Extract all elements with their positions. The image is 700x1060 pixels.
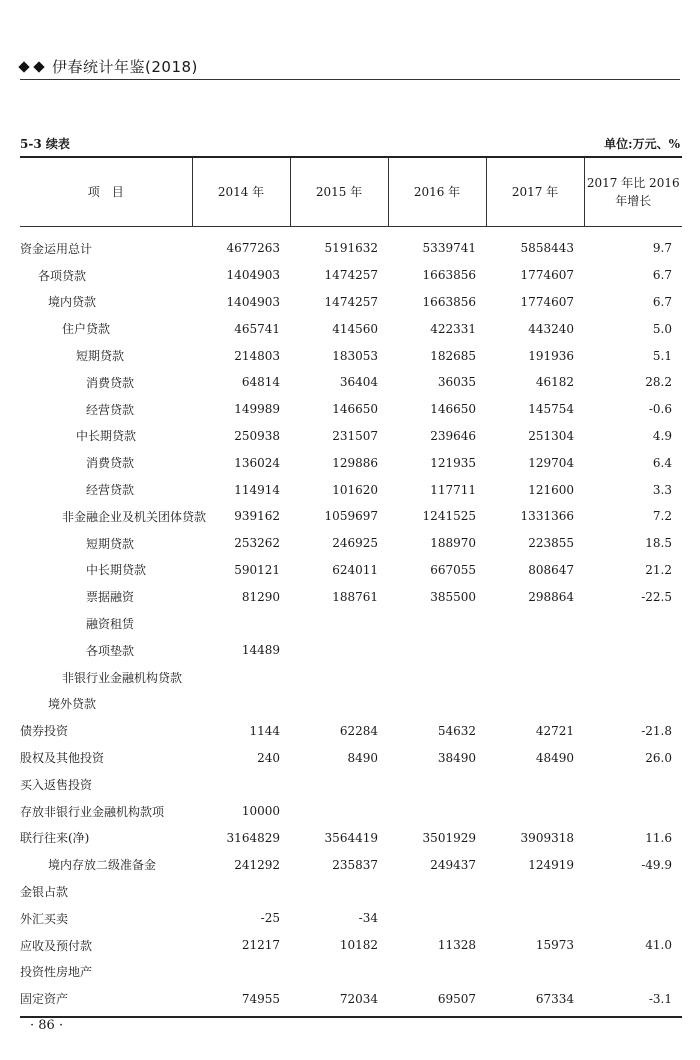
cell-growth: 11.6 (645, 830, 672, 845)
table-row (20, 717, 682, 744)
cell-y2016 (388, 771, 486, 798)
cell-growth (584, 664, 682, 691)
cell-y2017 (486, 959, 584, 986)
cell-y2017: 1331366 (520, 509, 574, 524)
col-header-growth-line1: 2017 年比 2016 (586, 176, 680, 190)
row-item-label: 境内贷款 (48, 295, 97, 310)
table-row (20, 315, 682, 342)
col-header-2017: 2017 年 (486, 157, 584, 227)
row-item-label: 联行往来(净) (20, 831, 90, 846)
table-header-row (20, 157, 682, 227)
cell-y2016: 188970 (430, 536, 476, 551)
table-row (20, 825, 682, 852)
row-item-label: 经营贷款 (86, 483, 135, 498)
table-label: 5-3 续表 (20, 137, 70, 151)
cell-growth: -3.1 (648, 991, 672, 1006)
cell-y2017: 124919 (528, 857, 574, 872)
cell-y2017: 5858443 (520, 241, 574, 256)
row-item-label: 中长期贷款 (86, 563, 147, 578)
cell-y2015: 101620 (332, 482, 378, 497)
cell-y2016: 182685 (430, 348, 476, 363)
cell-y2016 (388, 905, 486, 932)
cell-y2014: 590121 (234, 562, 280, 577)
cell-y2017: 67334 (535, 991, 574, 1006)
col-header-growth (584, 157, 682, 227)
book-title: 伊春统计年鉴(2018) (52, 58, 198, 76)
cell-y2015 (290, 798, 388, 825)
cell-y2015: 129886 (332, 455, 378, 470)
cell-y2014: 10000 (241, 804, 280, 819)
cell-growth: 5.0 (652, 321, 672, 336)
cell-y2014: 253262 (234, 536, 280, 551)
cell-y2016: 422331 (430, 321, 476, 336)
cell-y2015 (290, 691, 388, 718)
statistics-table (20, 156, 682, 1018)
cell-y2015: 231507 (332, 428, 378, 443)
cell-y2015: -34 (358, 911, 378, 926)
cell-y2017: 808647 (528, 562, 574, 577)
page-number: · 86 · (30, 1018, 64, 1033)
row-item-label: 境内存放二级准备金 (48, 858, 157, 873)
cell-y2015: 3564419 (324, 830, 378, 845)
cell-y2014 (192, 691, 290, 718)
table-row (20, 476, 682, 503)
table-row (20, 369, 682, 396)
cell-y2016: 1663856 (422, 268, 476, 283)
cell-y2017 (486, 610, 584, 637)
row-item-label: 金银占款 (20, 885, 69, 900)
row-item-label: 住户贷款 (62, 322, 111, 337)
cell-growth: -49.9 (641, 857, 672, 872)
row-item-label: 短期贷款 (76, 349, 125, 364)
cell-y2014: 250938 (234, 428, 280, 443)
table-row (20, 744, 682, 771)
cell-y2016: 667055 (430, 562, 476, 577)
cell-y2015: 624011 (332, 562, 378, 577)
cell-y2017: 1774607 (520, 268, 574, 283)
cell-y2014: 1404903 (226, 268, 280, 283)
col-header-2015: 2015 年 (290, 157, 388, 227)
cell-growth: 6.7 (652, 268, 672, 283)
unit-label: 单位:万元、% (604, 137, 680, 151)
cell-y2014 (192, 610, 290, 637)
cell-y2016 (388, 664, 486, 691)
table-row (20, 691, 682, 718)
cell-y2015 (290, 610, 388, 637)
table-row (20, 423, 682, 450)
table-row (20, 959, 682, 986)
cell-y2015: 5191632 (324, 241, 378, 256)
cell-y2014: 81290 (241, 589, 280, 604)
cell-growth: 21.2 (645, 562, 672, 577)
cell-y2017: 48490 (535, 750, 574, 765)
cell-y2017: 251304 (528, 428, 574, 443)
cell-y2015: 188761 (332, 589, 378, 604)
table-row (20, 449, 682, 476)
table-row (20, 583, 682, 610)
cell-growth: 5.1 (652, 348, 672, 363)
cell-y2015 (290, 637, 388, 664)
cell-growth (584, 610, 682, 637)
cell-y2014: 939162 (234, 509, 280, 524)
cell-y2015: 8490 (347, 750, 378, 765)
table-body (20, 227, 682, 1013)
cell-y2014: 114914 (234, 482, 280, 497)
row-item-label: 应收及预付款 (20, 938, 93, 953)
cell-y2015: 72034 (339, 991, 378, 1006)
cell-growth: 6.7 (652, 294, 672, 309)
row-item-label: 固定资产 (20, 992, 69, 1007)
col-header-2016: 2016 年 (388, 157, 486, 227)
cell-y2014: 241292 (234, 857, 280, 872)
cell-growth: 28.2 (645, 375, 672, 390)
cell-y2014: 214803 (234, 348, 280, 363)
cell-y2016: 38490 (437, 750, 476, 765)
cell-y2017: 121600 (528, 482, 574, 497)
header-divider (20, 79, 680, 80)
row-item-label: 各项垫款 (86, 643, 135, 658)
cell-y2015: 1059697 (324, 509, 378, 524)
table-row (20, 227, 682, 262)
cell-y2014: 21217 (241, 938, 280, 953)
cell-y2015 (290, 771, 388, 798)
cell-y2015: 10182 (339, 938, 378, 953)
row-item-label: 债券投资 (20, 724, 69, 739)
cell-y2017 (486, 637, 584, 664)
cell-y2015: 62284 (339, 723, 378, 738)
row-item-label: 中长期贷款 (76, 429, 137, 444)
cell-y2016: 121935 (430, 455, 476, 470)
table-row (20, 289, 682, 316)
cell-growth (584, 798, 682, 825)
cell-y2014 (192, 959, 290, 986)
cell-growth: 26.0 (645, 750, 672, 765)
table-row (20, 262, 682, 289)
table-row (20, 985, 682, 1012)
cell-y2014: 3164829 (226, 830, 280, 845)
cell-y2016: 146650 (430, 402, 476, 417)
cell-growth: 4.9 (652, 428, 672, 443)
table-row (20, 798, 682, 825)
table-row (20, 503, 682, 530)
table-row (20, 637, 682, 664)
cell-y2017 (486, 691, 584, 718)
cell-y2015 (290, 878, 388, 905)
cell-y2016: 1663856 (422, 294, 476, 309)
cell-y2017 (486, 664, 584, 691)
cell-y2017: 46182 (535, 375, 574, 390)
cell-growth: -22.5 (641, 589, 672, 604)
table-row (20, 396, 682, 423)
cell-y2017: 15973 (535, 938, 574, 953)
cell-y2017: 298864 (528, 589, 574, 604)
cell-y2017 (486, 905, 584, 932)
cell-growth: -21.8 (641, 723, 672, 738)
cell-y2014 (192, 771, 290, 798)
cell-growth (584, 771, 682, 798)
row-item-label: 存放非银行业金融机构款项 (20, 804, 165, 819)
cell-y2017: 3909318 (520, 830, 574, 845)
table-bottom-rule (20, 1016, 682, 1018)
cell-y2014 (192, 664, 290, 691)
cell-y2017: 129704 (528, 455, 574, 470)
cell-y2016: 117711 (430, 482, 476, 497)
cell-y2014: 1404903 (226, 294, 280, 309)
cell-y2017 (486, 798, 584, 825)
row-item-label: 票据融资 (86, 590, 135, 605)
cell-growth: 3.3 (652, 482, 672, 497)
cell-y2017 (486, 771, 584, 798)
cell-growth: 9.7 (652, 241, 672, 256)
cell-y2017 (486, 878, 584, 905)
row-item-label: 境外贷款 (48, 697, 97, 712)
cell-y2015: 36404 (339, 375, 378, 390)
cell-y2015: 414560 (332, 321, 378, 336)
cell-y2014: 136024 (234, 455, 280, 470)
page-header (20, 56, 198, 77)
cell-y2016: 1241525 (422, 509, 476, 524)
row-item-label: 非金融企业及机关团体贷款 (62, 509, 207, 524)
cell-y2016: 3501929 (422, 830, 476, 845)
diamond-icon (33, 61, 44, 72)
cell-growth (584, 959, 682, 986)
col-header-2014: 2014 年 (192, 157, 290, 227)
cell-y2016: 11328 (437, 938, 476, 953)
cell-y2017: 223855 (528, 536, 574, 551)
cell-growth: 18.5 (645, 536, 672, 551)
cell-y2015: 183053 (332, 348, 378, 363)
cell-y2016: 249437 (430, 857, 476, 872)
cell-growth: -0.6 (648, 402, 672, 417)
cell-y2016: 69507 (437, 991, 476, 1006)
cell-y2014: 74955 (241, 991, 280, 1006)
cell-y2014: 149989 (234, 402, 280, 417)
cell-y2014 (192, 878, 290, 905)
cell-y2016: 54632 (437, 723, 476, 738)
cell-y2014: 14489 (241, 643, 280, 658)
cell-y2016: 5339741 (422, 241, 476, 256)
cell-y2017: 191936 (528, 348, 574, 363)
row-item-label: 非银行业金融机构贷款 (62, 670, 183, 685)
cell-growth: 6.4 (652, 455, 672, 470)
cell-growth (584, 878, 682, 905)
cell-y2014: 4677263 (226, 241, 280, 256)
row-item-label: 外汇买卖 (20, 911, 69, 926)
table-row (20, 771, 682, 798)
cell-y2017: 145754 (528, 402, 574, 417)
cell-y2016 (388, 798, 486, 825)
cell-y2016: 36035 (437, 375, 476, 390)
cell-y2017: 443240 (528, 321, 574, 336)
row-item-label: 投资性房地产 (20, 965, 93, 980)
table-row (20, 932, 682, 959)
row-item-label: 股权及其他投资 (20, 751, 105, 766)
row-item-label: 融资租赁 (86, 617, 135, 632)
table-row (20, 530, 682, 557)
cell-y2014: 240 (257, 750, 280, 765)
cell-y2016 (388, 959, 486, 986)
cell-growth (584, 905, 682, 932)
diamond-icon (18, 61, 29, 72)
cell-y2016 (388, 691, 486, 718)
table-row (20, 851, 682, 878)
row-item-label: 资金运用总计 (20, 241, 93, 256)
row-item-label: 短期贷款 (86, 536, 135, 551)
cell-y2015: 146650 (332, 402, 378, 417)
row-item-label: 消费贷款 (86, 456, 135, 471)
cell-y2015 (290, 959, 388, 986)
cell-y2015: 1474257 (324, 294, 378, 309)
cell-y2015: 1474257 (324, 268, 378, 283)
table-row (20, 610, 682, 637)
cell-y2015: 246925 (332, 536, 378, 551)
cell-y2016: 385500 (430, 589, 476, 604)
cell-y2016 (388, 610, 486, 637)
row-item-label: 经营贷款 (86, 402, 135, 417)
cell-growth: 41.0 (645, 938, 672, 953)
row-item-label: 各项贷款 (38, 268, 87, 283)
col-header-growth-line2: 年增长 (615, 194, 652, 208)
cell-y2017: 42721 (535, 723, 574, 738)
cell-growth: 7.2 (652, 509, 672, 524)
cell-y2017: 1774607 (520, 294, 574, 309)
cell-y2014: 1144 (249, 723, 280, 738)
cell-y2015: 235837 (332, 857, 378, 872)
cell-y2014: 465741 (234, 321, 280, 336)
row-item-label: 消费贷款 (86, 375, 135, 390)
cell-y2016 (388, 637, 486, 664)
col-header-item: 项 目 (20, 157, 192, 227)
cell-y2014: 64814 (241, 375, 280, 390)
cell-y2016: 239646 (430, 428, 476, 443)
table-row (20, 557, 682, 584)
cell-y2016 (388, 878, 486, 905)
cell-growth (584, 691, 682, 718)
table-row (20, 342, 682, 369)
cell-y2015 (290, 664, 388, 691)
row-item-label: 买入返售投资 (20, 777, 93, 792)
cell-y2014: -25 (260, 911, 280, 926)
table-row (20, 664, 682, 691)
table-row (20, 878, 682, 905)
table-row (20, 905, 682, 932)
cell-growth (584, 637, 682, 664)
